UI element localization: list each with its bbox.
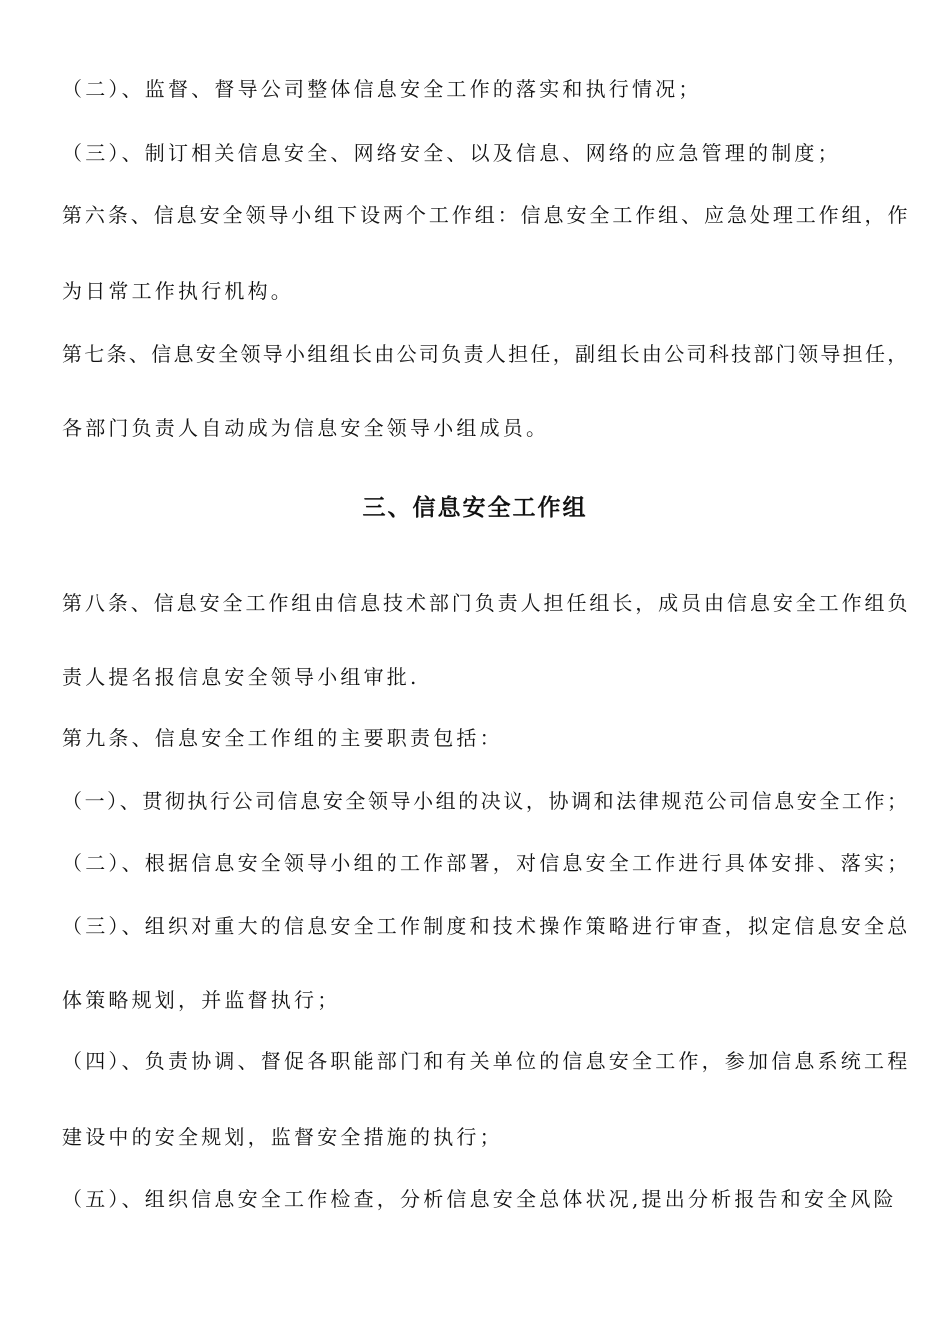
paragraph-line: （四）、负责协调、督促各职能部门和有关单位的信息安全工作，参加信息系统工程 xyxy=(62,1049,911,1073)
paragraph-line: （二）、监督、督导公司整体信息安全工作的落实和执行情况； xyxy=(62,77,702,101)
paragraph-line: （五）、组织信息安全工作检查，分析信息安全总体状况,提出分析报告和安全风险 xyxy=(62,1187,897,1211)
paragraph-line: （二）、根据信息安全领导小组的工作部署，对信息安全工作进行具体安排、落实； xyxy=(62,851,911,875)
paragraph-line: 第七条、信息安全领导小组组长由公司负责人担任，副组长由公司科技部门领导担任， xyxy=(62,342,910,366)
paragraph-line: 第六条、信息安全领导小组下设两个工作组：信息安全工作组、应急处理工作组，作 xyxy=(62,203,911,227)
paragraph-line: 责人提名报信息安全领导小组审批. xyxy=(62,665,420,689)
paragraph-line: 各部门负责人自动成为信息安全领导小组成员。 xyxy=(62,416,550,440)
section-heading: 三、信息安全工作组 xyxy=(362,494,588,521)
paragraph-line: 建设中的安全规划，监督安全措施的执行； xyxy=(62,1125,503,1149)
paragraph-line: 体策略规划，并监督执行； xyxy=(62,988,341,1012)
paragraph-line: 第九条、信息安全工作组的主要职责包括： xyxy=(62,726,503,750)
paragraph-line: 为日常工作执行机构。 xyxy=(62,279,294,303)
paragraph-line: （三）、制订相关信息安全、网络安全、以及信息、网络的应急管理的制度； xyxy=(62,141,841,165)
paragraph-line: （三）、组织对重大的信息安全工作制度和技术操作策略进行审查，拟定信息安全总 xyxy=(62,914,911,938)
paragraph-line: （一）、贯彻执行公司信息安全领导小组的决议，协调和法律规范公司信息安全工作； xyxy=(62,789,910,813)
paragraph-line: 第八条、信息安全工作组由信息技术部门负责人担任组长，成员由信息安全工作组负 xyxy=(62,591,911,615)
